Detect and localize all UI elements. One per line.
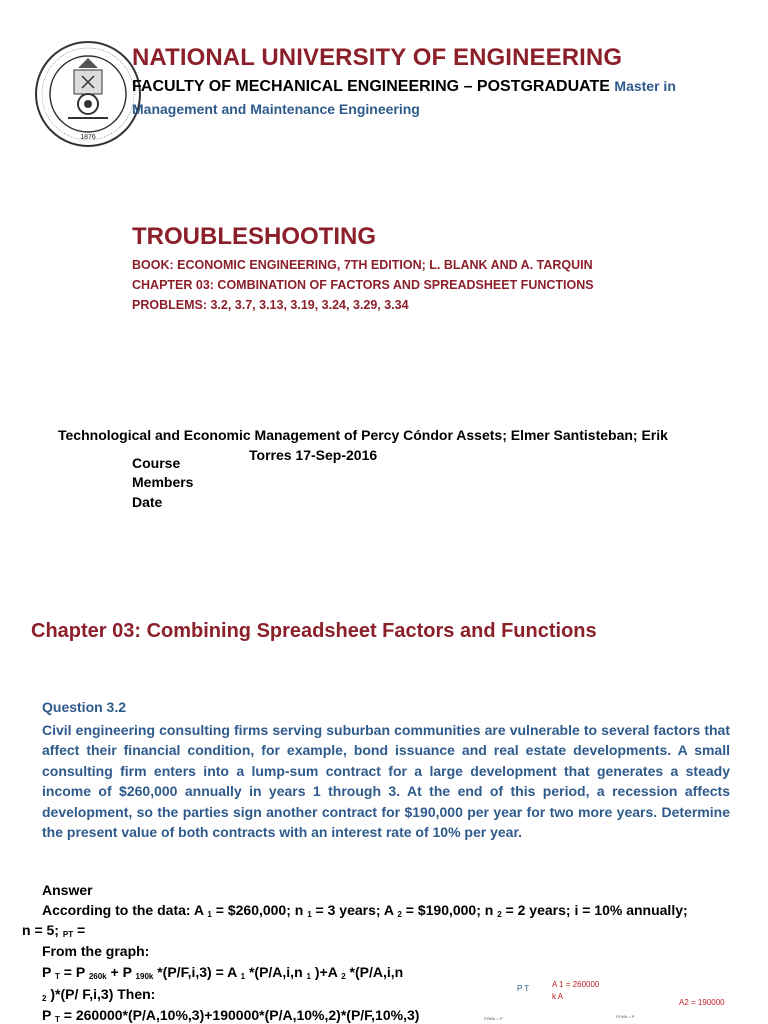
graph-label-a1: A 1 = 260000 (552, 980, 600, 989)
answer-label: Answer (42, 882, 93, 898)
answer-data-line: According to the data: A $_1$ = $260,000; n $_1$ = 3 years; A $_2$ = $190,000; n $_2$ = 2 years; i = 10% annually; (42, 902, 688, 919)
course-info-line2: Torres 17-Sep-2016 (249, 447, 378, 463)
graph-label-pt: P T (517, 984, 530, 993)
problems-list: PROBLEMS: 3.2, 3.7, 3.13, 3.19, 3.24, 3.29, 3.34 (132, 298, 409, 312)
answer-graph-intro: From the graph: (42, 943, 150, 959)
book-reference: BOOK: ECONOMIC ENGINEERING, 7TH EDITION; L. BLANK AND A. TARQUIN (132, 258, 593, 272)
label-members: Members (132, 474, 194, 490)
svg-text:1876: 1876 (80, 134, 96, 141)
chapter-heading: Chapter 03: Combining Spreadsheet Factors and Functions (31, 620, 597, 642)
answer-data-line-2: n = 5; $_{PT}$ = (22, 922, 86, 939)
faculty-name (132, 78, 676, 96)
graph-label-a2: A2 = 190000 (679, 998, 725, 1007)
label-course: Course (132, 455, 181, 471)
label-date: Date (132, 494, 163, 510)
answer-formula-line: P $_T$ = P $_{260k}$ + P $_{190k}$ *(P/F,i,3) = A $_1$ *(P/A,i,n $_1$ )+A $_2$ *(P/A,i,n (42, 964, 404, 981)
question-body: Civil engineering consulting firms serving suburban communities are vulnerable to several factors that affect their financial condition, for example, bond issuance and real estate developments. A small consulting firm enters into a lump-sum contract for a large development that generates a steady income of $260,000 annually in years 1 through 3. At the end of this period, a recession affects development, so the parties sign another contract for $190,000 per year for two more years. Determine the present value of both contracts with an interest rate of 10% per year. (42, 722, 730, 841)
answer-formula-continuation: $_2$ )*(P/ F,i,3) Then: (42, 986, 156, 1003)
university-name: NATIONAL UNIVERSITY OF ENGINEERING (132, 44, 623, 71)
master-program-part1: Master in (614, 78, 676, 94)
chapter-reference: CHAPTER 03: COMBINATION OF FACTORS AND SPREADSHEET FUNCTIONS (132, 278, 594, 292)
document-title: TROUBLESHOOTING (132, 223, 376, 250)
answer-computation-line: P $_T$ = 260000*(P/A,10%,3)+190000*(P/A,10%,2)*(P/F,10%,3) (42, 1007, 420, 1024)
university-seal-logo (34, 40, 142, 148)
graph-label-small-1: P260k = P (484, 1016, 503, 1021)
course-info-line1: Technological and Economic Management of Percy Cóndor Assets; Elmer Santisteban; Erik (58, 427, 668, 443)
graph-label-ka: k A (552, 992, 564, 1001)
question-title: Question 3.2 (42, 699, 127, 715)
graph-label-small-2: P190k = P (616, 1014, 635, 1019)
faculty-label: FACULTY OF MECHANICAL ENGINEERING – POSTGRADUATE (132, 78, 610, 95)
master-program-part2: Management and Maintenance Engineering (132, 101, 420, 117)
